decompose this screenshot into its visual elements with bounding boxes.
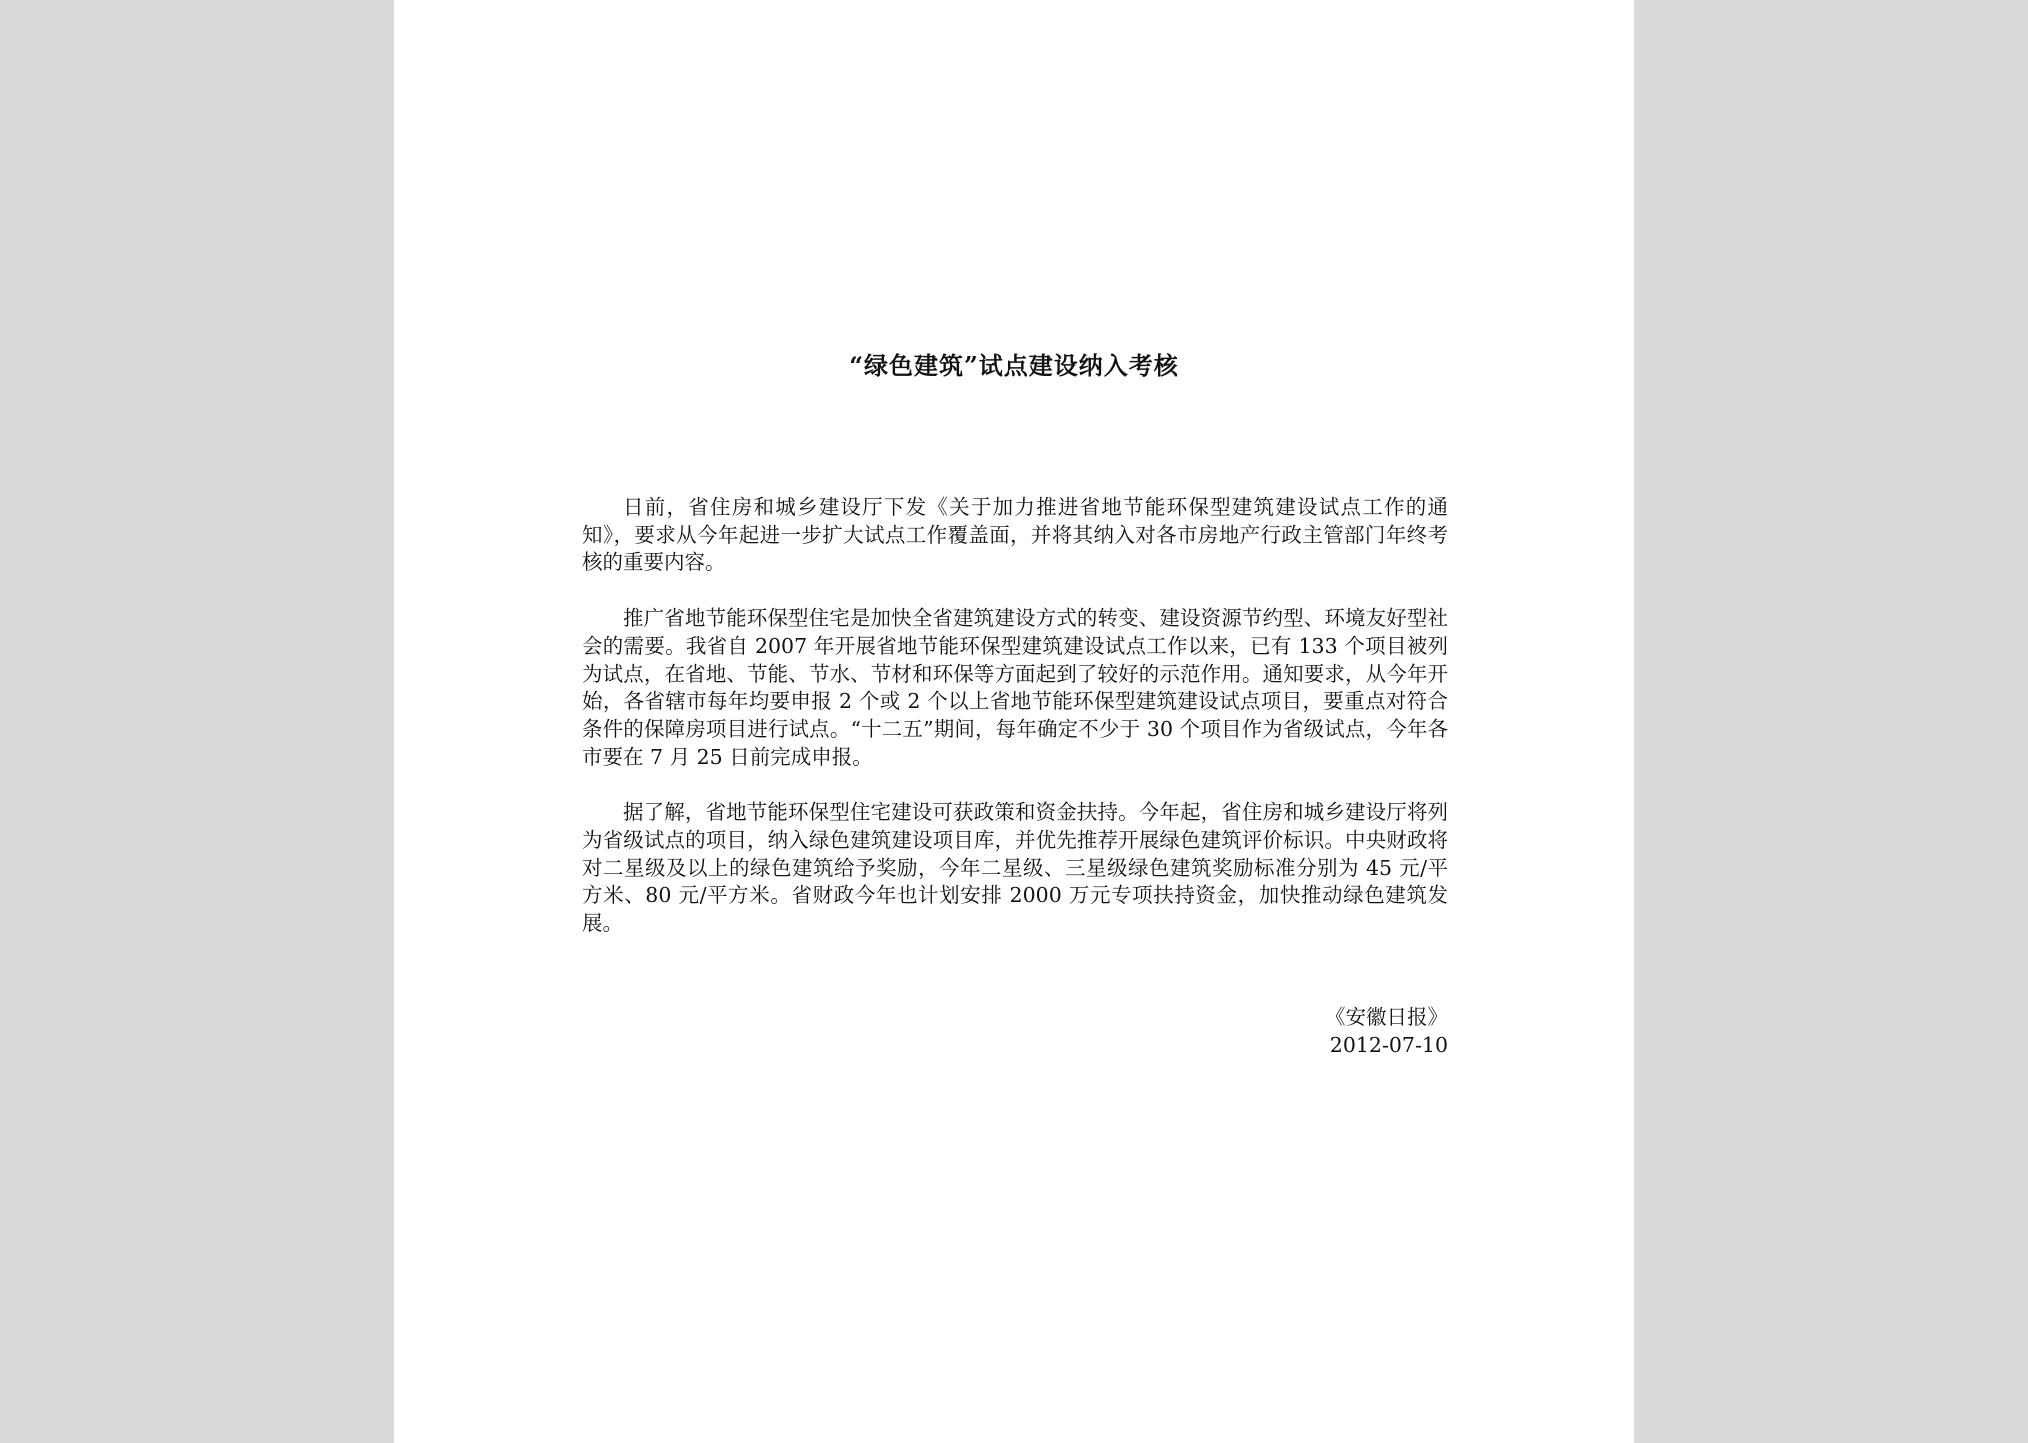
publish-date: 2012-07-10 — [1329, 1032, 1448, 1057]
document-page — [394, 0, 1634, 1443]
source-name: 《安徽日报》 — [1325, 1005, 1448, 1029]
paragraph-1: 日前，省住房和城乡建设厅下发《关于加力推进省地节能环保型建筑建设试点工作的通知》，要求从今年起进一步扩大试点工作覆盖面，并将其纳入对各市房地产行政主管部门年终考核的重要内容。 — [582, 495, 1448, 575]
source-block — [1325, 1004, 1448, 1059]
document-title: “绿色建筑”试点建设纳入考核 — [849, 351, 1179, 380]
document-body — [582, 494, 1448, 966]
paragraph-2: 推广省地节能环保型住宅是加快全省建筑建设方式的转变、建设资源节约型、环境友好型社会的需要。我省自 2007 年开展省地节能环保型建筑建设试点工作以来，已有 133 个项目被列为试点，在省地、节能、节水、节材和环保等方面起到了较好的示范作用。通知要求，从今年开始，各省辖市每年均要申报 2 个或 2 个以上省地节能环保型建筑建设试点项目，要重点对符合条件的保障房项目进行试点。“十二五”期间，每年确定不少于 30 个项目作为省级试点，今年各市要在 7 月 25 日前完成申报。 — [582, 606, 1448, 769]
paragraph-3: 据了解，省地节能环保型住宅建设可获政策和资金扶持。今年起，省住房和城乡建设厅将列为省级试点的项目，纳入绿色建筑建设项目库，并优先推荐开展绿色建筑评价标识。中央财政将对二星级及以上的绿色建筑给予奖励，今年二星级、三星级绿色建筑奖励标准分别为 45 元/平方米、80 元/平方米。省财政今年也计划安排 2000 万元专项扶持资金，加快推动绿色建筑发展。 — [582, 800, 1448, 936]
